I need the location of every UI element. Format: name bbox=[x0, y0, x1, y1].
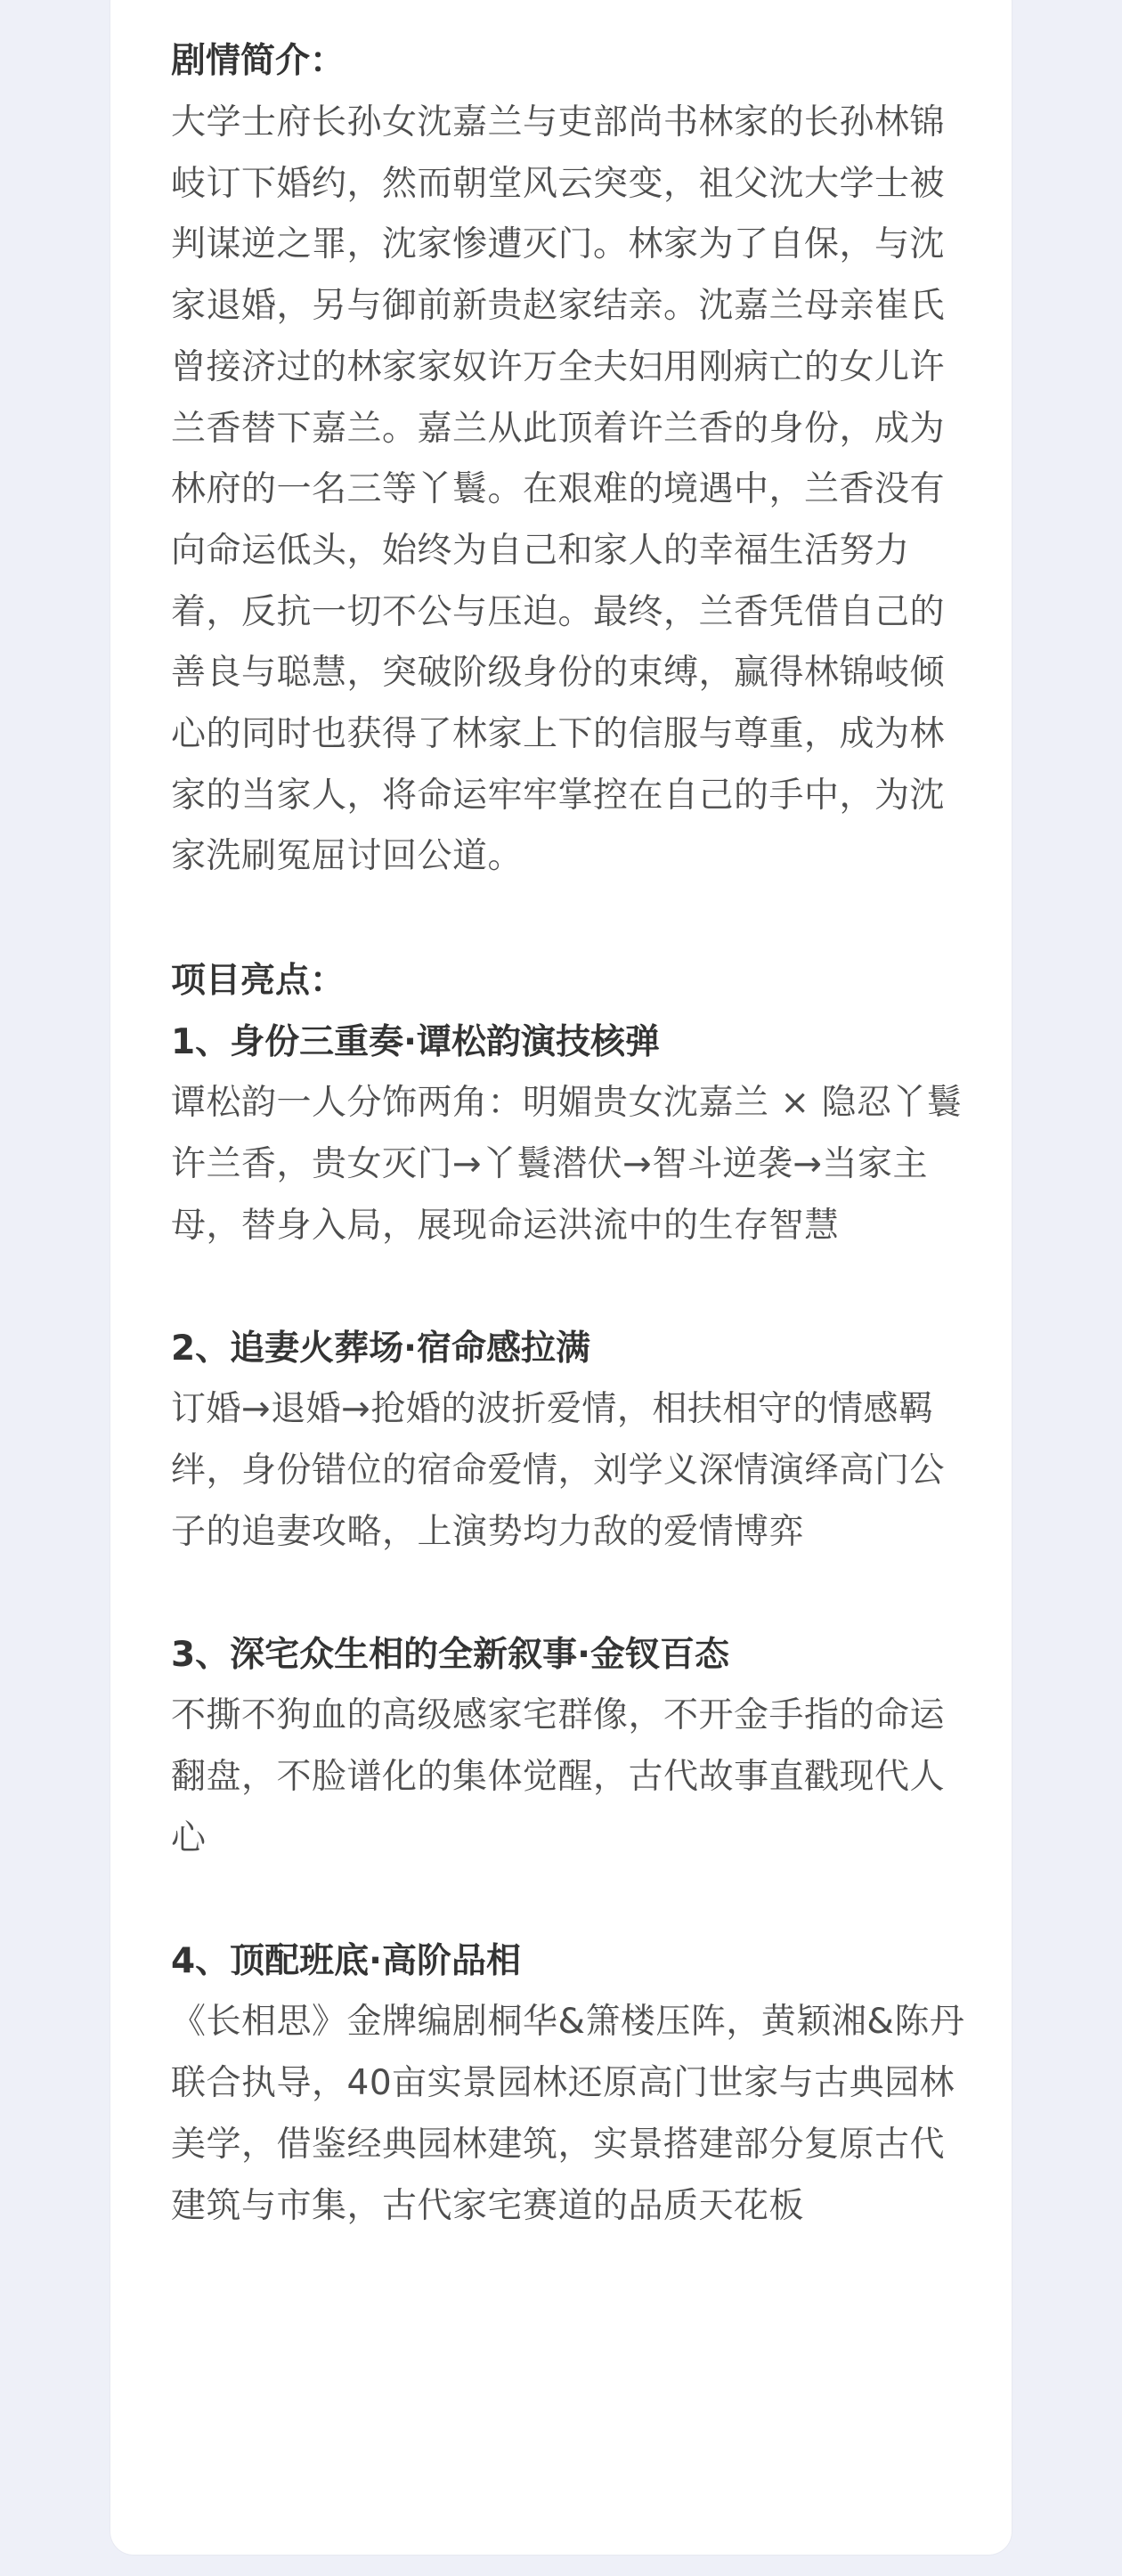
highlight-title: 3、深宅众生相的全新叙事·金钗百态 bbox=[171, 1635, 729, 1676]
highlight-body: 谭松韵一人分饰两角：明媚贵女沈嘉兰 × 隐忍丫鬟许兰香，贵女灭门→丫鬟潜伏→智斗逆袭→当家主母，替身入局，展现命运洪流中的生存智慧 bbox=[171, 1083, 963, 1246]
highlight-item-3 bbox=[171, 1625, 972, 1869]
highlight-body: 《长相思》金牌编剧桐华&箫楼压阵，黄颖湘&陈丹联合执导，40亩实景园林还原高门世家与古典园林美学，借鉴经典园林建筑，实景搭建部分复原古代建筑与市集，古代家宅赛道的品质天花板 bbox=[171, 2002, 965, 2226]
highlight-item-2 bbox=[171, 1319, 972, 1563]
synopsis-heading: 剧情简介： bbox=[171, 41, 346, 81]
highlight-title: 4、顶配班底·高阶品相 bbox=[171, 1941, 521, 1982]
item-spacer bbox=[171, 1869, 972, 1931]
highlight-body: 不撕不狗血的高级感家宅群像，不开金手指的命运翻盘，不脸谱化的集体觉醒，古代故事直戳现代人心 bbox=[171, 1695, 946, 1858]
highlight-title: 1、身份三重奏·谭松韵演技核弹 bbox=[171, 1022, 660, 1063]
highlight-title: 2、追妻火葬场·宿命感拉满 bbox=[171, 1329, 590, 1369]
item-spacer bbox=[171, 1563, 972, 1625]
highlights-heading: 项目亮点： bbox=[171, 961, 346, 1002]
highlight-item-4 bbox=[171, 1931, 972, 2237]
highlight-item-1 bbox=[171, 1012, 972, 1256]
item-spacer bbox=[171, 1256, 972, 1319]
synopsis-text: 大学士府长孙女沈嘉兰与吏部尚书林家的长孙林锦岐订下婚约，然而朝堂风云突变，祖父沈大学士被判谋逆之罪，沈家惨遭灭门。林家为了自保，与沈家退婚，另与御前新贵赵家结亲。沈嘉兰母亲崔氏曾接济过的林家家奴许万全夫妇用刚病亡的女儿许兰香替下嘉兰。嘉兰从此顶着许兰香的身份，成为林府的一名三等丫鬟。在艰难的境遇中，兰香没有向命运低头，始终为自己和家人的幸福生活努力着，反抗一切不公与压迫。最终，兰香凭借自己的善良与聪慧，突破阶级身份的束缚，赢得林锦岐倾心的同时也获得了林家上下的信服与尊重，成为林家的当家人，将命运牢牢掌控在自己的手中，为沈家洗刷冤屈讨回公道。 bbox=[171, 102, 946, 877]
section-spacer bbox=[171, 888, 972, 950]
highlight-body: 订婚→退婚→抢婚的波折爱情，相扶相守的情感羁绊，身份错位的宿命爱情，刘学义深情演绎高门公子的追妻攻略，上演势均力敌的爱情博弈 bbox=[171, 1389, 946, 1552]
article-content bbox=[171, 30, 972, 2237]
